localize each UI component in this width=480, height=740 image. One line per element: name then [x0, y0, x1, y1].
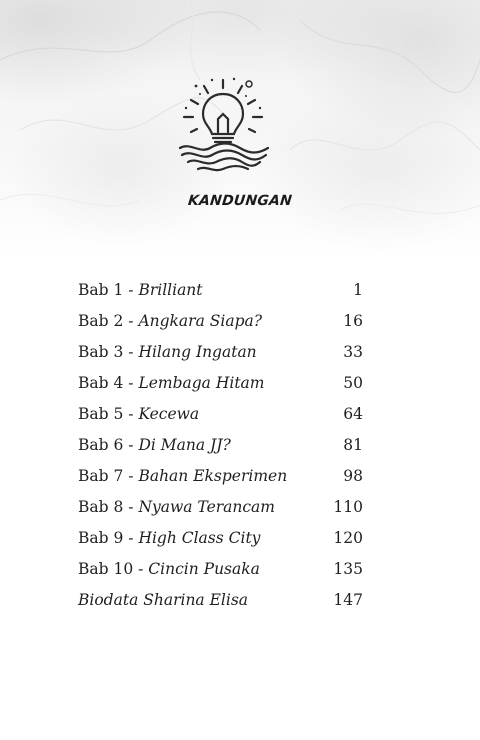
toc-chapter-prefix: Bab 10 -	[78, 560, 149, 578]
toc-row	[78, 493, 363, 524]
toc-entry-label	[78, 462, 287, 490]
toc-entry-label	[78, 555, 260, 583]
toc-chapter-title: Hilang Ingatan	[138, 343, 257, 361]
toc-entry-label	[78, 493, 275, 521]
page-title: KANDUNGAN	[187, 193, 293, 209]
toc-chapter-prefix: Bab 8 -	[78, 498, 139, 516]
toc-page-number: 120	[333, 529, 363, 547]
toc-row	[78, 338, 363, 369]
toc-row	[78, 431, 363, 462]
toc-entry-label	[78, 400, 199, 428]
toc-page-number: 110	[333, 498, 363, 516]
table-of-contents	[78, 276, 363, 617]
toc-chapter-prefix: Bab 9 -	[78, 529, 139, 547]
toc-page-number: 33	[343, 343, 363, 361]
toc-entry-label	[78, 369, 265, 397]
toc-entry-label	[78, 586, 248, 614]
toc-row	[78, 307, 363, 338]
toc-row	[78, 276, 363, 307]
toc-page-number: 135	[333, 560, 363, 578]
toc-entry-label	[78, 338, 257, 366]
toc-chapter-title: High Class City	[138, 529, 261, 547]
toc-row	[78, 400, 363, 431]
toc-chapter-title: Biodata Sharina Elisa	[78, 591, 249, 609]
toc-chapter-prefix: Bab 5 -	[78, 405, 139, 423]
toc-chapter-prefix: Bab 3 -	[78, 343, 139, 361]
toc-chapter-prefix: Bab 7 -	[78, 467, 139, 485]
toc-chapter-title: Nyawa Terancam	[138, 498, 275, 516]
toc-row	[78, 462, 363, 493]
toc-entry-label	[78, 276, 203, 304]
toc-chapter-prefix: Bab 1 -	[78, 281, 139, 299]
toc-chapter-prefix: Bab 4 -	[78, 374, 139, 392]
toc-chapter-prefix: Bab 2 -	[78, 312, 139, 330]
toc-entry-label	[78, 524, 260, 552]
toc-entry-label	[78, 431, 231, 459]
toc-chapter-title: Kecewa	[138, 405, 200, 423]
toc-chapter-title: Brilliant	[138, 281, 203, 299]
toc-chapter-title: Bahan Eksperimen	[138, 467, 288, 485]
toc-chapter-title: Angkara Siapa?	[138, 312, 263, 330]
toc-page-number: 98	[343, 467, 363, 485]
toc-page-number: 81	[343, 436, 363, 454]
toc-chapter-title: Cincin Pusaka	[148, 560, 260, 578]
toc-entry-label	[78, 307, 262, 335]
toc-row	[78, 586, 363, 617]
toc-row	[78, 524, 363, 555]
lightbulb-waves-icon	[174, 74, 272, 174]
toc-page-number: 64	[343, 405, 363, 423]
toc-row	[78, 555, 363, 586]
toc-row	[78, 369, 363, 400]
toc-page-number: 1	[353, 281, 363, 299]
toc-page-number: 16	[343, 312, 363, 330]
toc-page-number: 147	[333, 591, 363, 609]
toc-chapter-title: Di Mana JJ?	[138, 436, 231, 454]
toc-page-number: 50	[343, 374, 363, 392]
toc-chapter-prefix: Bab 6 -	[78, 436, 139, 454]
toc-chapter-title: Lembaga Hitam	[138, 374, 265, 392]
